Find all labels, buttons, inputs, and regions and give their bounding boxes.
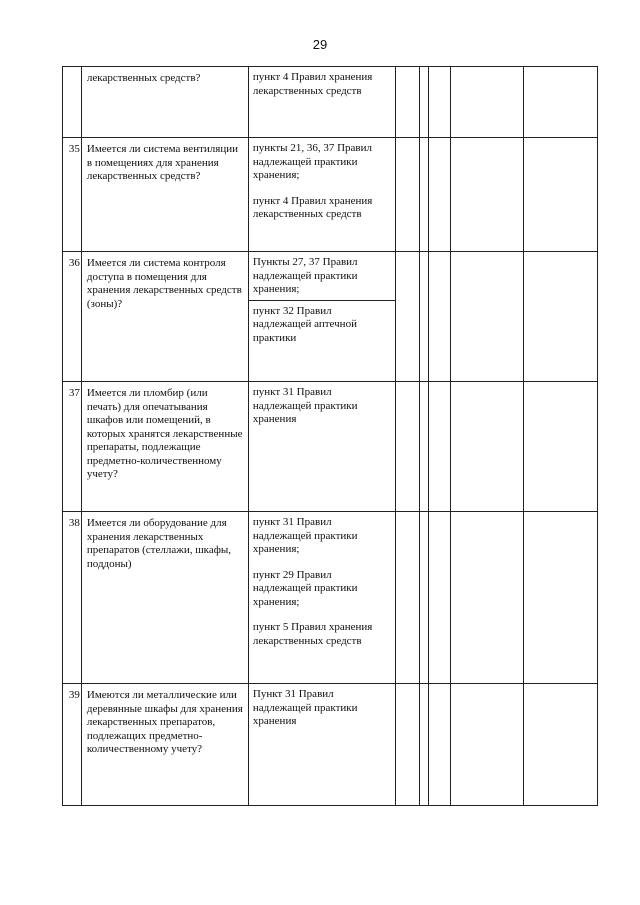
note-cell[interactable] — [450, 67, 524, 137]
table-row — [63, 381, 597, 511]
answer-na-cell[interactable] — [428, 138, 450, 251]
answer-na-cell[interactable] — [428, 382, 450, 511]
question-cell: лекарственных средств? — [81, 67, 248, 137]
page-number: 29 — [312, 37, 328, 52]
comment-cell[interactable] — [523, 67, 597, 137]
reference-text: пункт 32 Правил надлежащей аптечной практики — [252, 304, 357, 344]
reference-text: пункт 31 Правил надлежащей практики хранения — [252, 386, 358, 425]
answer-na-cell[interactable] — [428, 512, 450, 683]
question-cell: Имеются ли металлические или деревянные шкафы для хранения лекарственных препаратов, подлежащих предметно-количественному учету? — [81, 684, 248, 805]
answer-na-cell[interactable] — [428, 67, 450, 137]
reference-text: Пункт 31 Правил надлежащей практики хранения — [252, 688, 358, 727]
note-cell[interactable] — [450, 252, 524, 381]
checklist-table — [62, 66, 598, 806]
comment-cell[interactable] — [523, 512, 597, 683]
question-cell: Имеется ли пломбир (или печать) для опечатывания шкафов или помещений, в которых хранятся лекарственные препараты, подлежащие предметно-количественному учету? — [81, 382, 248, 511]
answer-no-cell[interactable] — [419, 252, 428, 381]
answer-na-cell[interactable] — [428, 684, 450, 805]
note-cell[interactable] — [450, 138, 524, 251]
answer-no-cell[interactable] — [419, 67, 428, 137]
note-cell[interactable] — [450, 512, 524, 683]
comment-cell[interactable] — [523, 252, 597, 381]
row-number — [63, 67, 81, 137]
reference-text: пункты 21, 36, 37 Правил надлежащей практики хранения; — [252, 142, 372, 181]
answer-yes-cell[interactable] — [395, 138, 419, 251]
question-cell: Имеется ли система вентиляции в помещениях для хранения лекарственных средств? — [81, 138, 248, 251]
comment-cell[interactable] — [523, 138, 597, 251]
question-cell: Имеется ли оборудование для хранения лекарственных препаратов (стеллажи, шкафы, поддоны) — [81, 512, 248, 683]
answer-no-cell[interactable] — [419, 138, 428, 251]
answer-yes-cell[interactable] — [395, 252, 419, 381]
table-row — [63, 511, 597, 683]
note-cell[interactable] — [450, 382, 524, 511]
row-number: 39 — [68, 689, 80, 701]
reference-cell — [248, 138, 395, 251]
reference-text: пункт 5 Правил хранения лекарственных средств — [252, 621, 373, 647]
question-cell: Имеется ли система контроля доступа в помещения для хранения лекарственных средств (зоны)? — [81, 252, 248, 381]
reference-text: Пункты 27, 37 Правил надлежащей практики хранения; — [252, 256, 358, 295]
table-row — [63, 67, 597, 137]
row-number: 37 — [68, 387, 80, 399]
reference-text: пункт 4 Правил хранения лекарственных средств — [252, 194, 373, 220]
reference-cell — [248, 252, 395, 381]
row-number: 38 — [68, 517, 80, 529]
answer-yes-cell[interactable] — [395, 67, 419, 137]
reference-cell — [248, 684, 395, 805]
row-number: 35 — [68, 143, 80, 155]
reference-cell — [248, 67, 395, 137]
table-row — [63, 137, 597, 251]
note-cell[interactable] — [450, 684, 524, 805]
answer-no-cell[interactable] — [419, 684, 428, 805]
table-row — [63, 251, 597, 381]
answer-yes-cell[interactable] — [395, 512, 419, 683]
reference-text: пункт 29 Правил надлежащей практики хранения; — [252, 568, 358, 608]
answer-yes-cell[interactable] — [395, 382, 419, 511]
comment-cell[interactable] — [523, 382, 597, 511]
answer-no-cell[interactable] — [419, 512, 428, 683]
answer-yes-cell[interactable] — [395, 684, 419, 805]
reference-text: пункт 31 Правил надлежащей практики хранения; — [252, 516, 358, 555]
reference-cell — [248, 382, 395, 511]
row-number: 36 — [68, 257, 80, 269]
answer-na-cell[interactable] — [428, 252, 450, 381]
reference-cell — [248, 512, 395, 683]
reference-text: пункт 4 Правил хранения лекарственных средств — [252, 71, 373, 97]
answer-no-cell[interactable] — [419, 382, 428, 511]
table-row — [63, 683, 597, 805]
comment-cell[interactable] — [523, 684, 597, 805]
